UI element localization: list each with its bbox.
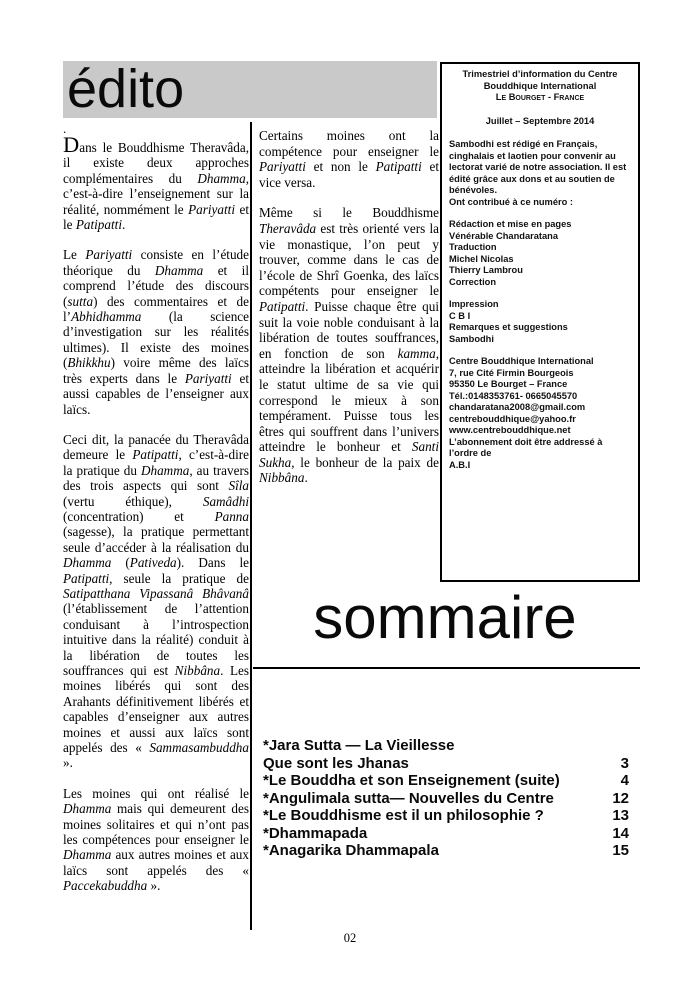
- paragraph: Dans le Bouddhisme Theravâda, il existe deux approches complémentaires du Dhamma, c’est-à-dire l’enseignement sur la réalité, nommément le Pariyatti et le Patipatti.: [63, 132, 249, 233]
- masthead-text-line: Traduction: [449, 242, 497, 252]
- toc-item-page: 3: [620, 754, 629, 772]
- masthead-text-line: Centre Bouddhique International: [449, 356, 594, 366]
- masthead-text-line: Impression: [449, 299, 499, 309]
- masthead-block: [449, 219, 631, 288]
- masthead-line-2: Bouddhique International: [483, 80, 597, 91]
- edito-header-bar: [63, 61, 437, 118]
- toc-item: [263, 737, 629, 755]
- masthead-box: [440, 62, 640, 582]
- masthead-block: [449, 139, 631, 208]
- edito-column-2: [259, 128, 439, 501]
- masthead-text-line: Thierry Lambrou: [449, 265, 523, 275]
- masthead-line-1: Trimestriel d’information du Centre: [462, 69, 618, 79]
- toc-item-label: *Le Bouddha et son Enseignement (suite): [263, 772, 560, 789]
- toc-item-label: *Angulimala sutta— Nouvelles du Centre: [263, 789, 554, 807]
- toc-item: [263, 772, 629, 790]
- paragraph: Même si le Bouddhisme Theravâda est très orienté vers la vie monastique, l’on peut y trouver, comme dans le cas de l’école de Shrî Goenka, des laïcs compétents pour enseigner le Patipatti. Puisse chaque être qui suit la voie noble conduisant à la libération de toutes souffrances, en fonction de son kamma, atteindre la libération et acquérir le statut ultime de sa vie qui correspond le mieux à son tempérament. Puisse tous les êtres qui souffrent dans l’univers atteindre le bonheur et Santi Sukha, le bonheur de la paix de Nibbâna.: [259, 205, 439, 486]
- toc-item-page: 4: [620, 772, 629, 789]
- masthead-text-line: centrebouddhique@yahoo.fr: [449, 413, 576, 424]
- toc-item-label: *Jara Sutta — La Vieillesse: [263, 737, 455, 754]
- masthead-text-line: Sambodhi: [449, 333, 494, 344]
- paragraph: Certains moines ont la compétence pour enseigner le Pariyatti et non le Patipatti et vice versa.: [259, 128, 439, 190]
- paragraph: Le Pariyatti consiste en l’étude théorique du Dhamma et il comprend l’étude des discours (sutta) des commentaires et de l’Abhidhamma (la science d’investigation sur les réalités ultimes). Il existe des moines (Bhikkhu) voire même des laïcs très experts dans le Pariyatti et aussi capables de l’enseigner aux laïcs.: [63, 247, 249, 417]
- sommaire-title: sommaire: [313, 584, 577, 651]
- toc-item-page: 13: [612, 807, 629, 824]
- masthead-text-line: Michel Nicolas: [449, 253, 514, 264]
- issue-date: Juillet – Septembre 2014: [485, 115, 595, 126]
- page-number: 02: [343, 931, 357, 945]
- column-divider-line: [250, 122, 252, 930]
- toc-item-label: Que sont les Jhanas: [263, 754, 409, 772]
- masthead-details: [449, 139, 631, 471]
- toc-item-page: 15: [612, 842, 629, 859]
- edito-title: édito: [67, 59, 185, 119]
- edito-column-2-text: [259, 128, 439, 486]
- masthead-text-line: 7, rue Cité Firmin Bourgeois: [449, 367, 574, 378]
- toc-item: [263, 755, 629, 773]
- masthead-text-line: www.centrebouddhique.net: [449, 425, 571, 435]
- sommaire-divider-line: [253, 667, 640, 669]
- toc-item-page: 12: [612, 789, 629, 807]
- toc-item-page: [603, 737, 629, 755]
- toc-item-page: 14: [612, 824, 629, 842]
- masthead-text-line: 95350 Le Bourget – France: [449, 379, 568, 389]
- masthead-line-3: Le Bourget - France: [495, 92, 585, 102]
- toc-item-label: *Le Bouddhisme est il un philosophie ?: [263, 807, 544, 824]
- paragraph: Ceci dit, la panacée du Theravâda demeure le Patipatti, c’est-à-dire la pratique du Dhamma, au travers des trois aspects qui sont Sîla (vertu éthique), Samâdhi (concentration) et Panna (sagesse), la pratique permettant seule d’accéder à la réalisation du Dhamma (Pativeda). Dans le Patipatti, seule la pratique de Satipatthana Vipassanâ Bhâvanâ (l’établissement de l’attention conduisant à l’introspection intuitive dans la réalité) conduit à la libération de toutes les souffrances qui est Nibbâna. Les moines libérés qui sont des Arahants définitivement libérés et capables d’enseigner aux autres moines et aussi aux laïcs sont appelés des « Sammasambuddha ».: [63, 431, 249, 771]
- table-of-contents: [263, 737, 629, 860]
- masthead-text-line: Rédaction et mise en pages: [449, 219, 572, 229]
- edito-column-1-text: [63, 132, 249, 894]
- masthead-text-line: Remarques et suggestions: [449, 322, 568, 332]
- toc-item: [263, 842, 629, 860]
- masthead-text-line: Ont contribué à ce numéro :: [449, 196, 573, 207]
- toc-item: [263, 825, 629, 843]
- masthead-text-line: Sambodhi est rédigé en Français, cinghalais et laotien pour convenir au lectorat varié de notre association. Il est édité grâce aux dons et au soutien de bénévoles.: [449, 139, 627, 195]
- masthead-text-line: Tél.:0148353761- 0665045570: [449, 390, 578, 401]
- toc-item: [263, 807, 629, 825]
- toc-item: [263, 790, 629, 808]
- masthead-text-line: chandaratana2008@gmail.com: [449, 402, 586, 412]
- masthead-text-line: Correction: [449, 276, 497, 287]
- leading-dot: .: [63, 121, 67, 136]
- masthead-text-line: C B I: [449, 310, 471, 321]
- toc-item-label: *Anagarika Dhammapala: [263, 842, 439, 859]
- toc-item-label: *Dhammapada: [263, 824, 368, 842]
- masthead-text-line: Vénérable Chandaratana: [449, 230, 559, 241]
- edito-column-1: [63, 121, 249, 909]
- masthead-block: [449, 299, 631, 345]
- masthead-text-line: A.B.I: [449, 459, 471, 470]
- masthead-block: [449, 356, 631, 471]
- masthead-text-line: L’abonnement doit être addressé à l’ordre de: [449, 436, 603, 458]
- paragraph: Les moines qui ont réalisé le Dhamma mais qui demeurent des moines solitaires et qui n’ont pas les compétences pour enseigner le Dhamma aux autres moines et aux laïcs sont appelés des « Paccekabuddha ».: [63, 785, 249, 894]
